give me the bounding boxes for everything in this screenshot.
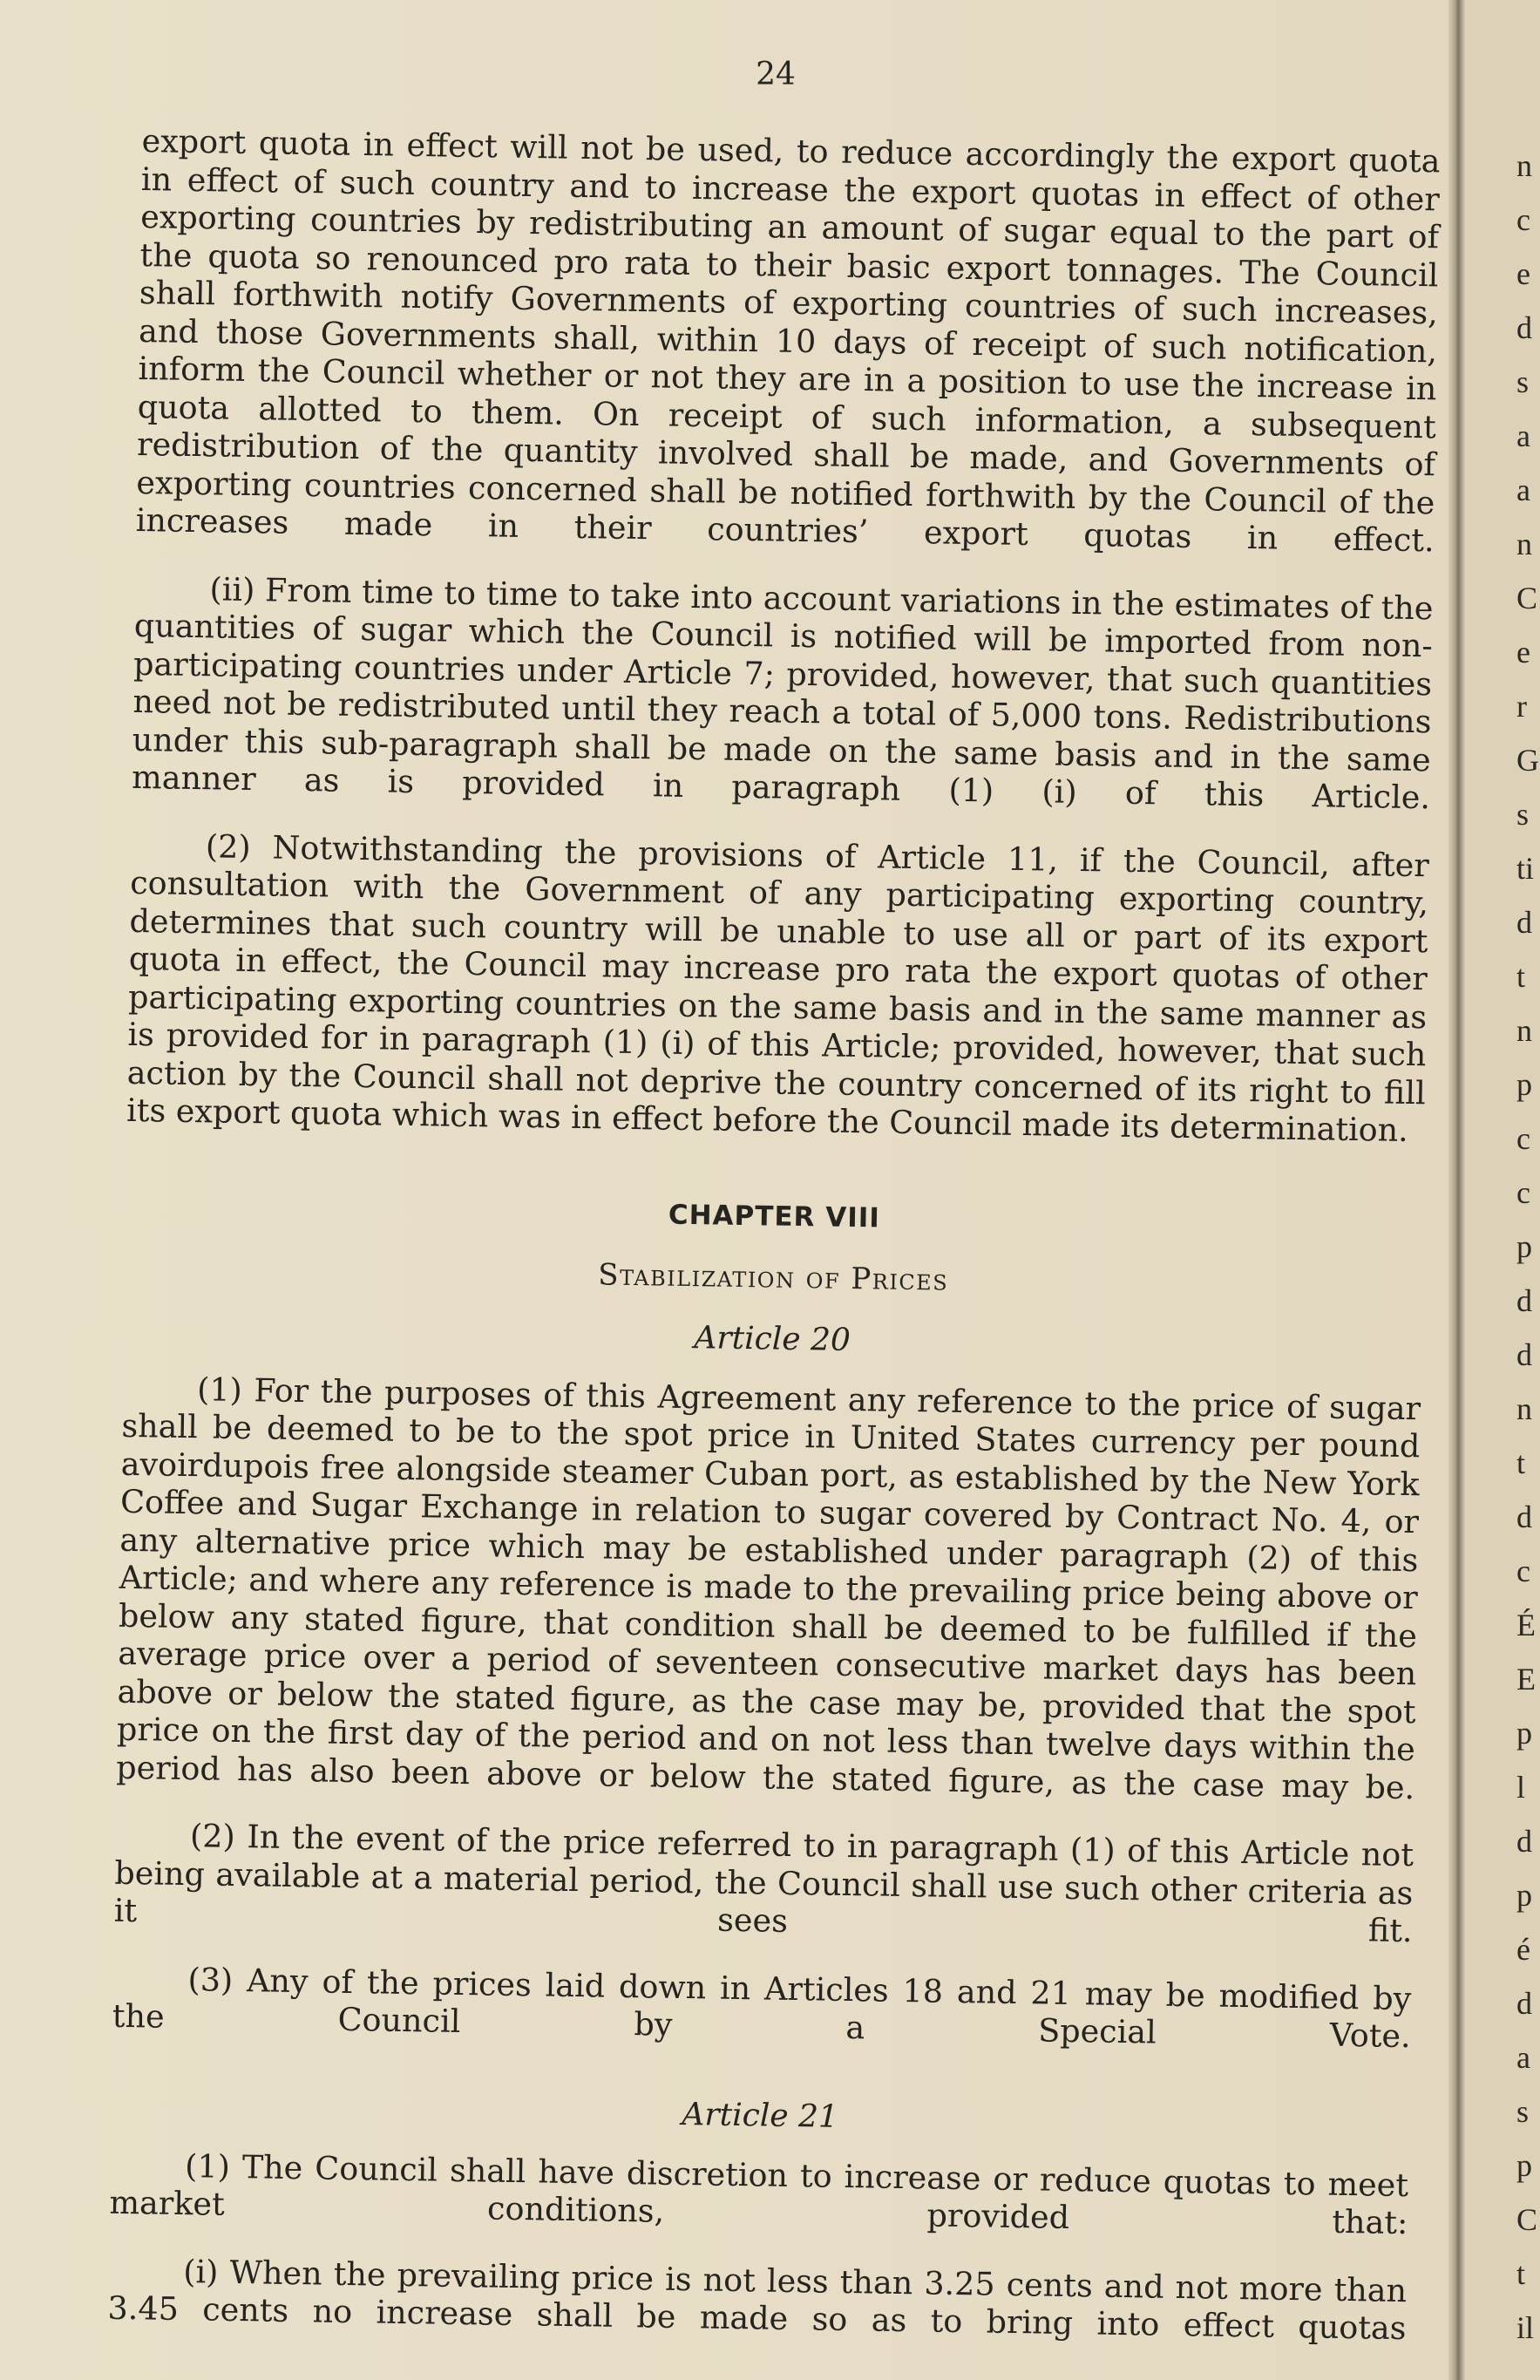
facing-page-fragment: d <box>1516 905 1532 940</box>
facing-page-fragment: d <box>1516 1824 1532 1859</box>
facing-page-fragment: C <box>1516 2202 1538 2237</box>
paragraph: (i) When the prevailing price is not less than 3.25 cents and not more than 3.45 cents no increase shall be made so as to bring into effect quotas <box>107 2252 1408 2348</box>
section-heading: Stabilization of Prices <box>598 1256 949 1298</box>
facing-page-fragment: d <box>1516 1499 1532 1534</box>
facing-page-fragment: p <box>1516 2148 1532 2183</box>
facing-page-fragment: ti <box>1516 851 1535 886</box>
facing-page-fragment: n <box>1516 1013 1532 1048</box>
paragraph: (1) For the purposes of this Agreement any reference to the price of sugar shall be deemed to be to the spot price in United States currency per pound avoirdupois free alongside steamer Cuban port, as established by the New York Coffee and Sugar Exchange in relation to sugar covered by Contract No. 4, or any alternative price which may be established under paragraph (2) of this Article; and where any reference is made to the prevailing price being above or below any stated figure, that condition shall be deemed to be fulfilled if the average price over a period of seventeen consecutive market days has been above or below the stated figure, as the case may be, provided that the spot price on the first day of the period and on not less than twelve days within the period has also been above or below the stated figure, as the case may be. <box>116 1370 1421 1806</box>
facing-page-fragment: e <box>1516 635 1530 670</box>
facing-page-fragment: s <box>1516 2094 1530 2129</box>
facing-page-fragment: n <box>1516 1391 1532 1426</box>
article-heading: Article 20 <box>694 1319 851 1358</box>
facing-page-fragment: G <box>1516 743 1539 778</box>
facing-page-fragment: e <box>1516 256 1530 291</box>
facing-page-fragment: c <box>1516 202 1530 237</box>
facing-page-fragment: E <box>1516 1662 1536 1697</box>
facing-page-fragment: a <box>1516 473 1530 507</box>
chapter-heading: CHAPTER VIII <box>668 1199 881 1234</box>
paragraph: (ii) From time to time to take into account variations in the estimates of the quantities of sugar which the Council is notified will be imported from non-participating countries under Article 7; provided, however, that such quantities need not be redistributed until they reach a total of 5,000 tons. Redistributions under this sub-paragraph shall be made on the same basis and in the same manner as is provided in paragraph (1) (i) of this Article. <box>131 569 1434 817</box>
paragraph: (2) In the event of the price referred to in paragraph (1) of this Article not being available at a material period, the Council shall use such other criteria as it sees fit. <box>113 1817 1414 1950</box>
body-text <box>107 122 1441 2377</box>
facing-page-fragment: p <box>1516 1229 1532 1264</box>
facing-page-fragment: p <box>1516 1878 1532 1913</box>
article-heading: Article 21 <box>682 2096 839 2135</box>
facing-page-fragment: c <box>1516 1121 1530 1156</box>
facing-page-fragment: il <box>1516 2310 1535 2345</box>
facing-page-fragment: s <box>1516 797 1530 832</box>
facing-page-fragment: C <box>1516 581 1538 615</box>
page-number: 24 <box>756 57 796 92</box>
facing-page-fragment: d <box>1516 1337 1532 1372</box>
facing-page-fragment: c <box>1516 1554 1530 1588</box>
facing-page-fragment: É <box>1516 1608 1536 1642</box>
paragraph: export quota in effect will not be used, to reduce accordingly the export quota in effect of such country and to increase the export quotas in effect of other exporting countries by redistributing an amount of sugar equal to the part of the quota so renounced pro rata to their basic export tonnages. The Council shall forthwith notify Governments of exporting countries of such increases, and those Governments shall, within 10 days of receipt of such notification, inform the Council whether or not they are in a position to use the increase in quota allotted to them. On receipt of such information, a subsequent redistribution of the quantity involved shall be made, and Governments of exporting countries concerned shall be notified forthwith by the Council of the increases made in their countries’ export quotas in effect. <box>135 122 1441 560</box>
facing-page-fragment: l <box>1516 1770 1526 1805</box>
paragraph: (2) Notwithstanding the provisions of Article 11, if the Council, after consultation with the Government of any participating exporting country, determines that such country will be unable to use all or part of its export quota in effect, the Council may increase pro rata the export quotas of other participating exporting countries on the same basis and in the same manner as is provided for in paragraph (1) (i) of this Article; provided, however, that such action by the Council shall not deprive the country concerned of its right to fill its export quota which was in effect before the Council made its determination. <box>126 826 1430 1149</box>
facing-page-fragment: a <box>1516 418 1530 453</box>
facing-page-fragment: d <box>1516 1986 1532 2021</box>
facing-page-fragment: t <box>1516 2256 1526 2291</box>
book-gutter <box>1447 0 1466 2380</box>
facing-page-fragment: a <box>1516 2040 1530 2075</box>
facing-page-fragment: é <box>1516 1932 1530 1967</box>
facing-page-fragment: p <box>1516 1067 1532 1102</box>
facing-page-fragment: d <box>1516 310 1532 345</box>
facing-page-fragment: c <box>1516 1175 1530 1210</box>
paragraph: (3) Any of the prices laid down in Articles 18 and 21 may be modified by the Council by a Special Vote. <box>112 1960 1412 2056</box>
paragraph: (1) The Council shall have discretion to increase or reduce quotas to meet market conditions, provided that: <box>109 2146 1409 2242</box>
facing-page-fragment: t <box>1516 959 1526 994</box>
facing-page-fragment: r <box>1516 689 1527 724</box>
facing-page-fragment: s <box>1516 364 1530 399</box>
facing-page-fragment: d <box>1516 1283 1532 1318</box>
facing-page-fragment: t <box>1516 1445 1526 1480</box>
facing-page-fragment: n <box>1516 148 1532 183</box>
facing-page-fragment: n <box>1516 527 1532 561</box>
facing-page-fragment: p <box>1516 1716 1532 1751</box>
